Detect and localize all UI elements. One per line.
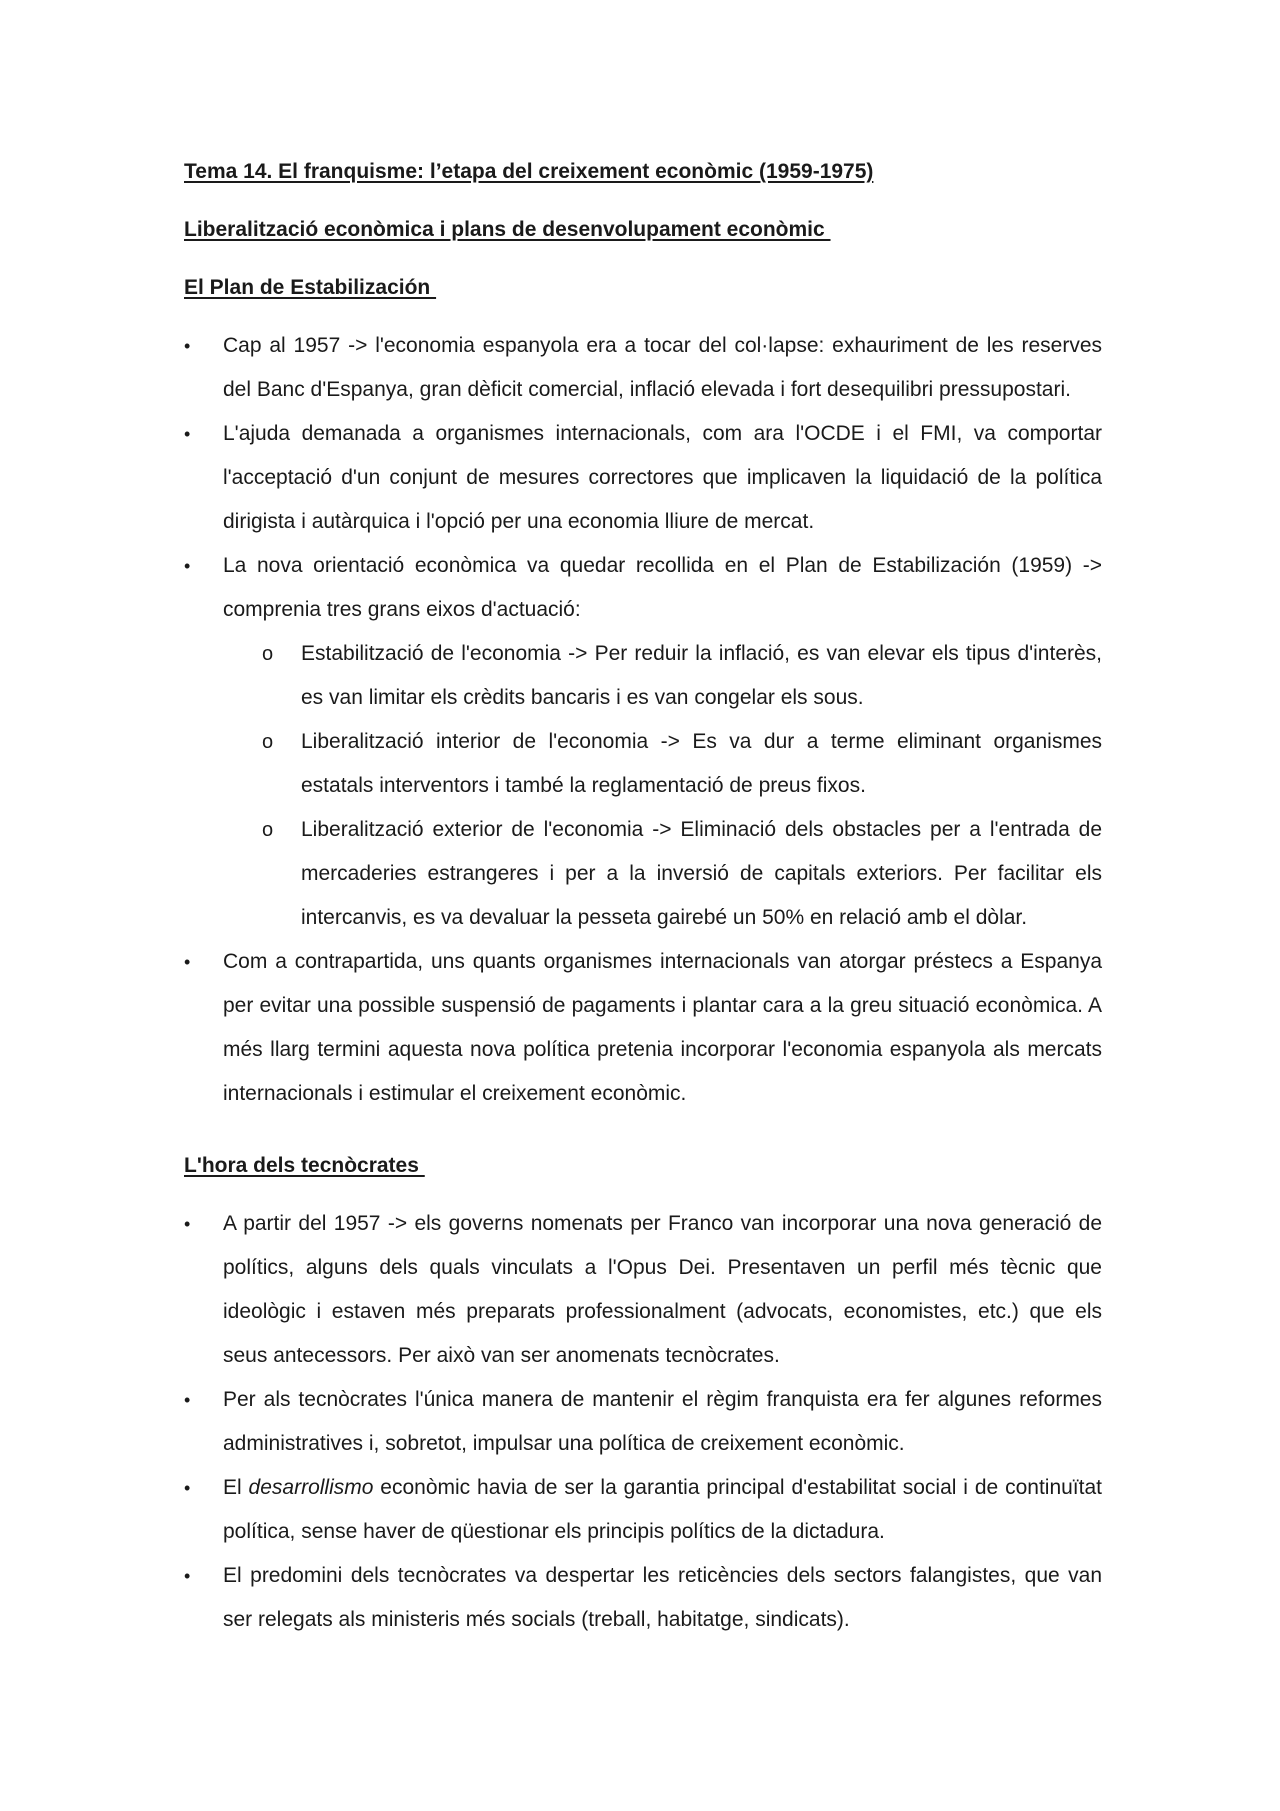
list-item-text: L'ajuda demanada a organismes internacionals, com ara l'OCDE i el FMI, va comportar l'acceptació d'un conjunt de mesures correctores que implicaven la liquidació de la política dirigista i autàrquica i l'opció per una economia lliure de mercat. <box>223 422 1102 533</box>
bullet-marker: • <box>184 336 191 356</box>
section1-bullet-list <box>184 324 1102 1116</box>
list-item-text: A partir del 1957 -> els governs nomenats per Franco van incorporar una nova generació de polítics, alguns dels quals vinculats a l'Opus Dei. Presentaven un perfil més tècnic que ideològic i estaven més preparats professionalment (advocats, economistes, etc.) que els seus antecessors. Per això van ser anomenats tecnòcrates. <box>223 1212 1102 1367</box>
list-item-text-suffix: econòmic havia de ser la garantia principal d'estabilitat social i de continuïtat política, sense haver de qüestionar els principis polítics de la dictadura. <box>223 1476 1102 1543</box>
bullet-marker: • <box>184 1214 191 1234</box>
sub-list-item <box>223 632 1102 720</box>
list-item <box>184 412 1102 544</box>
sub-bullet-marker: o <box>262 819 274 841</box>
document-page <box>184 150 1102 1642</box>
sub-list-item-text: Liberalització exterior de l'economia -> Eliminació dels obstacles per a l'entrada de mercaderies estrangeres i per a la inversió de capitals exteriors. Per facilitar els intercanvis, es va devaluar la pesseta gairebé un 50% en relació amb el dòlar. <box>301 818 1102 929</box>
document-title: Tema 14. El franquisme: l’etapa del creixement econòmic (1959-1975) <box>184 160 874 183</box>
list-item-text: Com a contrapartida, uns quants organismes internacionals van atorgar préstecs a Espanya per evitar una possible suspensió de pagaments i plantar cara a la greu situació econòmica. A més llarg termini aquesta nova política pretenia incorporar l'economia espanyola als mercats internacionals i estimular el creixement econòmic. <box>223 950 1102 1105</box>
list-item <box>184 940 1102 1116</box>
list-item <box>184 1378 1102 1466</box>
bullet-marker: • <box>184 952 191 972</box>
sub-bullet-marker: o <box>262 731 274 753</box>
list-item-text: Cap al 1957 -> l'economia espanyola era a tocar del col·lapse: exhauriment de les reserves del Banc d'Espanya, gran dèficit comercial, inflació elevada i fort desequilibri pressupostari. <box>223 334 1102 401</box>
sub-bullet-marker: o <box>262 643 274 665</box>
list-item-italic-term: desarrollismo <box>248 1476 374 1499</box>
bullet-marker: • <box>184 1566 191 1586</box>
sub-list-item-text: Liberalització interior de l'economia -> Es va dur a terme eliminant organismes estatals interventors i també la reglamentació de preus fixos. <box>301 730 1102 797</box>
list-item-text: Per als tecnòcrates l'única manera de mantenir el règim franquista era fer algunes reformes administratives i, sobretot, impulsar una política de creixement econòmic. <box>223 1388 1102 1455</box>
bullet-marker: • <box>184 424 191 444</box>
spacer <box>184 1116 1102 1144</box>
list-item-text-prefix: El <box>223 1476 249 1499</box>
section-heading-tecnocrates: L'hora dels tecnòcrates <box>184 1154 425 1177</box>
list-item <box>184 1466 1102 1554</box>
list-item <box>184 1202 1102 1378</box>
list-item <box>184 324 1102 412</box>
list-item <box>184 1554 1102 1642</box>
sub-list-item-text: Estabilització de l'economia -> Per reduir la inflació, es van elevar els tipus d'interès, es van limitar els crèdits bancaris i es van congelar els sous. <box>301 642 1102 709</box>
section2-bullet-list <box>184 1202 1102 1642</box>
section-heading-liberalitzacio: Liberalització econòmica i plans de desenvolupament econòmic <box>184 218 831 241</box>
bullet-marker: • <box>184 556 191 576</box>
bullet-marker: • <box>184 1478 191 1498</box>
list-item-text: La nova orientació econòmica va quedar recollida en el Plan de Estabilización (1959) -> comprenia tres grans eixos d'actuació: <box>223 554 1102 621</box>
sub-bullet-list <box>223 632 1102 940</box>
bullet-marker: • <box>184 1390 191 1410</box>
list-item-text: El predomini dels tecnòcrates va despertar les reticències dels sectors falangistes, que van ser relegats als ministeris més socials (treball, habitatge, sindicats). <box>223 1564 1102 1631</box>
sub-list-item <box>223 720 1102 808</box>
sub-list-item <box>223 808 1102 940</box>
subheading-plan-estabilizacion: El Plan de Estabilización <box>184 276 437 299</box>
list-item <box>184 544 1102 940</box>
